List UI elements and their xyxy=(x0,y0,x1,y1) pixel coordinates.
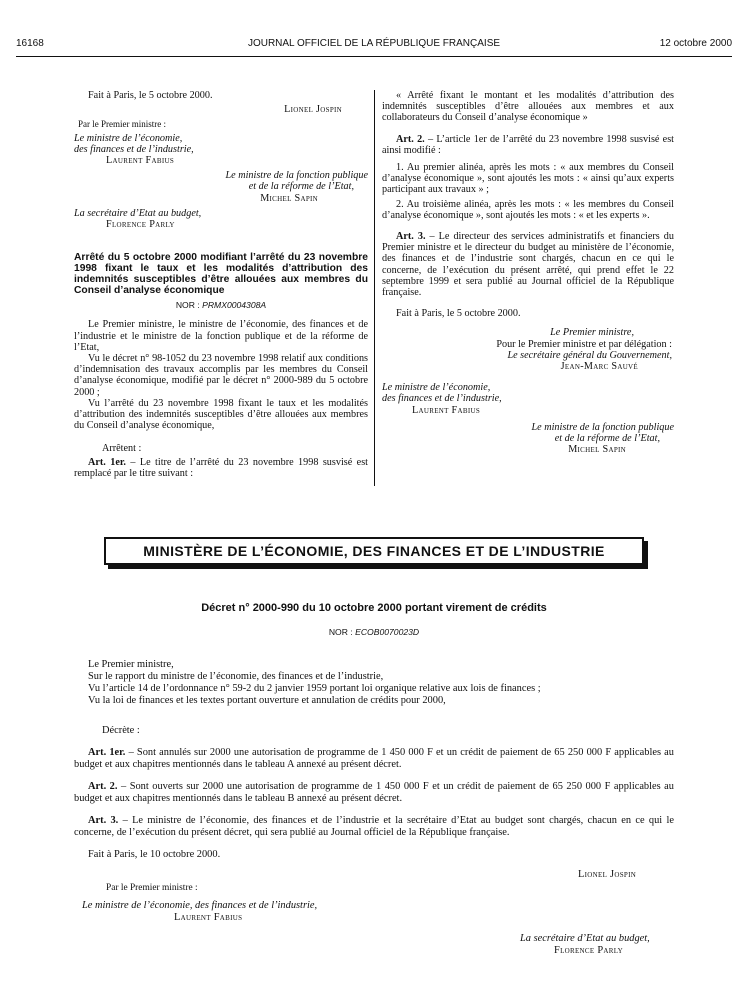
decret-body xyxy=(74,659,674,861)
arretent: Arrêtent : xyxy=(102,443,142,455)
premier-ministre-label: Le Premier ministre, xyxy=(550,327,634,339)
arrete-vu-arrete: Vu l’arrêté du 23 novembre 1998 fixant le taux et les modalités d’attribution des indemnités susceptibles d’être allouées aux membres du Conseil d’analyse économique, xyxy=(74,397,368,432)
arrete-art1: Art. 1er. – Le titre de l’arrêté du 23 novembre 1998 susvisé est remplacé par le titre suivant : xyxy=(74,456,368,479)
arrete-art3: Art. 3. – Le directeur des services administratifs et financiers du Premier ministre et le directeur du budget au ministère de l’économie, des finances et de l’industrie sont chargés, chacun en ce qui le concerne, de l’exécution du présent arrêté, qui prend effet le 22 septembre 1999 et sera publié au Journal officiel de la République française. xyxy=(382,231,674,299)
min-eco-signature: Laurent Fabius xyxy=(106,155,175,167)
decret-art3: Art. 3. – Le ministre de l’économie, des finances et de l’industrie et la secrétaire d’Etat au budget sont chargés, chacun en ce qui le concerne, de l’exécution du présent décret, qui sera publié au Journal officiel de la République française. xyxy=(74,815,674,838)
page-number: 16168 xyxy=(16,38,44,49)
decret-fait: Fait à Paris, le 10 octobre 2000. xyxy=(88,849,221,860)
right-min-eco-line1: Le ministre de l’économie, xyxy=(382,382,491,394)
min-eco-line2: des finances et de l’industrie, xyxy=(74,143,194,155)
arrete-art2: Art. 2. – L’article 1er de l’arrêté du 23 novembre 1998 susvisé est ainsi modifié : xyxy=(382,133,674,156)
decret-art1: Art. 1er. – Sont annulés sur 2000 une autorisation de programme de 1 450 000 F et un crédit de paiement de 65 250 000 F applicables au budget et aux chapitres mentionnés dans le tableau A annexé au présent décret. xyxy=(74,747,674,770)
right-min-fp-signature: Michel Sapin xyxy=(568,444,626,456)
page-header xyxy=(16,38,732,54)
ministry-name: MINISTÈRE DE L’ÉCONOMIE, DES FINANCES ET DE L’INDUSTRIE xyxy=(143,543,605,559)
right-min-fp-line1: Le ministre de la fonction publique xyxy=(531,421,674,433)
sec-budget-signature: Florence Parly xyxy=(106,219,175,231)
right-min-eco-signature: Laurent Fabius xyxy=(412,404,481,416)
right-min-fp-line2: et de la réforme de l’Etat, xyxy=(554,433,660,445)
decret-sec-budget-signature: Florence Parly xyxy=(554,945,623,956)
ministry-banner xyxy=(104,537,644,565)
min-fp-line2: et de la réforme de l’Etat, xyxy=(248,181,354,193)
issue-date: 12 octobre 2000 xyxy=(659,38,732,49)
right-fait-line: Fait à Paris, le 5 octobre 2000. xyxy=(396,308,521,320)
par-premier-ministre: Par le Premier ministre : xyxy=(78,119,166,130)
right-min-eco-line2: des finances et de l’industrie, xyxy=(382,393,502,405)
decret-l4: Vu la loi de finances et les textes portant ouverture et annulation de crédits pour 2000, xyxy=(88,695,446,706)
decret-art2: Art. 2. – Sont ouverts sur 2000 une autorisation de programme de 1 450 000 F et un crédit de paiement de 65 250 000 F applicables au budget et aux chapitres mentionnés dans le tableau B annexé au présent décret. xyxy=(74,781,674,804)
decret-l2: Sur le rapport du ministre de l’économie, des finances et de l’industrie, xyxy=(88,671,384,682)
decret-min-eco-signature: Laurent Fabius xyxy=(174,912,243,923)
decret-l3: Vu l’article 14 de l’ordonnance n° 59-2 du 2 janvier 1959 portant loi organique relative aux lois de finances ; xyxy=(88,683,541,694)
decret-sec-budget: La secrétaire d’Etat au budget, xyxy=(520,933,650,944)
min-fp-line1: Le ministre de la fonction publique xyxy=(225,170,368,182)
decret-nor: NOR : ECOB0070023D xyxy=(328,627,420,637)
par-delegation: Pour le Premier ministre et par délégation : xyxy=(496,338,672,350)
header-rule xyxy=(16,56,732,57)
decret-min-eco: Le ministre de l’économie, des finances et de l’industrie, xyxy=(82,900,318,911)
arrete-nor: NOR : PRMX0004308A xyxy=(175,300,267,311)
left-fait-line: Fait à Paris, le 5 octobre 2000. xyxy=(88,90,213,101)
art2-item1: 1. Au premier alinéa, après les mots : « aux membres du Conseil d’analyse économique », sont ajoutés les mots : « ainsi qu’aux experts participant aux travaux » ; xyxy=(382,162,674,196)
sec-budget-line: La secrétaire d’Etat au budget, xyxy=(74,207,202,219)
arrete-title: Arrêté du 5 octobre 2000 modifiant l’arrêté du 23 novembre 1998 fixant le taux et les modalités d’attribution des indemnités susceptibles d’être allouées aux membres du Conseil d’analyse économique xyxy=(74,252,368,297)
signature-pm: Lionel Jospin xyxy=(284,104,342,116)
arrete-preamble: Le Premier ministre, le ministre de l’économie, des finances et de l’industrie et le ministre de la fonction publique et de la réforme de l’Etat, xyxy=(74,319,368,353)
arrete-vu-decret: Vu le décret n° 98-1052 du 23 novembre 1998 relatif aux conditions d’indemnisation des travaux accomplis par les membres du Conseil d’analyse économique, modifié par le décret n° 2000-989 du 5 octobre 2000 ; xyxy=(74,353,368,398)
decret-signature-pm: Lionel Jospin xyxy=(578,869,637,880)
sg-gouvernement: Le secrétaire général du Gouvernement, xyxy=(507,349,672,361)
column-divider xyxy=(374,90,375,486)
min-eco-line1: Le ministre de l’économie, xyxy=(74,132,183,144)
arrete-quote-title: « Arrêté fixant le montant et les modalités d’attribution des indemnités susceptibles d’être allouées aux membres et aux collaborateurs du Conseil d’analyse économique » xyxy=(382,90,674,124)
art2-item2: 2. Au troisième alinéa, après les mots : « les membres du Conseil d’analyse économique », sont ajoutés les mots : « et les experts ». xyxy=(382,198,674,221)
right-column xyxy=(382,90,674,455)
decrete: Décrète : xyxy=(102,725,140,736)
decret-par-pm: Par le Premier ministre : xyxy=(106,883,198,893)
left-column xyxy=(74,90,368,479)
sg-signature: Jean-Marc Sauvé xyxy=(560,361,638,373)
min-fp-signature: Michel Sapin xyxy=(260,192,318,204)
journal-title: JOURNAL OFFICIEL DE LA RÉPUBLIQUE FRANÇAISE xyxy=(247,38,501,49)
decret-title: Décret n° 2000-990 du 10 octobre 2000 portant virement de crédits xyxy=(201,602,547,614)
decret-l1: Le Premier ministre, xyxy=(88,659,174,670)
